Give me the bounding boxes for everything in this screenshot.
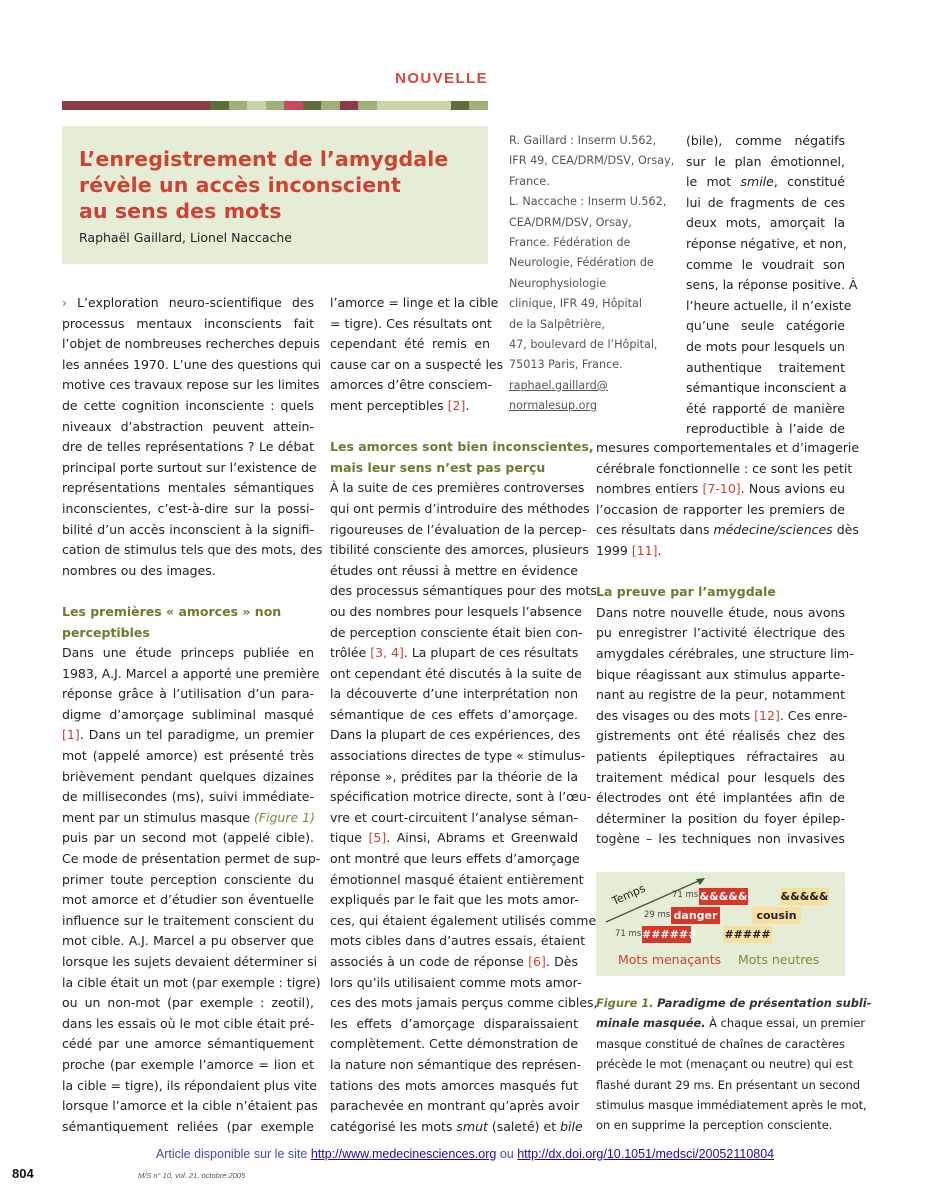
text-line: À la suite de ces premières controverses bbox=[330, 480, 585, 496]
caption-line: masque constitué de chaînes de caractères bbox=[596, 1036, 845, 1051]
backward-mask-threat: ###### bbox=[642, 928, 698, 941]
text-line: qui ont permis d’introduire des méthodes bbox=[330, 500, 590, 516]
stripe-segment bbox=[155, 101, 174, 110]
text-line: authentique traitement bbox=[686, 359, 845, 375]
stripe-segment bbox=[451, 101, 470, 110]
text-line: associés à un code de réponse [6]. Dès bbox=[330, 954, 578, 969]
text-line: la nature non sémantique des représen- bbox=[330, 1056, 582, 1072]
stripe-segment bbox=[414, 101, 433, 110]
text-line: gistrements ont été réalisés chez des bbox=[596, 728, 845, 744]
text-line: ont montré que leurs effets d’amorçage bbox=[330, 851, 580, 867]
article-authors: Raphaël Gaillard, Lionel Naccache bbox=[79, 230, 292, 245]
affiliation-line: CEA/DRM/DSV, Orsay, bbox=[509, 215, 632, 229]
stripe-segment bbox=[81, 101, 100, 110]
text-line: primer toute perception consciente du bbox=[62, 871, 314, 887]
neutral-words-label: Mots neutres bbox=[738, 952, 820, 967]
caption-line: on en supprime la perception consciente. bbox=[596, 1118, 833, 1133]
text-line: Ce mode de présentation permet de sup- bbox=[62, 851, 321, 867]
reference-link[interactable]: [3, 4] bbox=[370, 645, 404, 661]
caption-line: Figure 1. Paradigme de présentation subli- bbox=[596, 996, 872, 1010]
title-line: L’enregistrement de l’amygdale bbox=[79, 147, 449, 171]
text-line: motive ces travaux repose sur les limites bbox=[62, 377, 320, 393]
text-line: la cible était un mot (par exemple : tigre) bbox=[62, 974, 321, 990]
text-line: influence sur le traitement conscient du bbox=[62, 912, 314, 928]
text-line: l’objet de nombreuses recherches depuis bbox=[62, 336, 320, 352]
stripe-segment bbox=[118, 101, 137, 110]
text-line: lorsque l’amorce et la cible n’étaient pas bbox=[62, 1098, 318, 1114]
text-line: ment par un stimulus masque (Figure 1) bbox=[62, 809, 315, 825]
article-title bbox=[79, 146, 479, 224]
text-line: pu enregistrer l’activité électrique des bbox=[596, 625, 845, 641]
text-line: bilité d’un accès inconscient à la signifi- bbox=[62, 521, 314, 537]
text-line: de mots pour lesquels un bbox=[686, 338, 845, 354]
stripe-segment bbox=[303, 101, 322, 110]
text-line: digme d’amorçage subliminal masqué bbox=[62, 706, 314, 722]
affiliation-line: Neurophysiologie bbox=[509, 276, 607, 290]
text-line: mot amorce et d’étudier son éventuelle bbox=[62, 892, 314, 908]
stripe-segment bbox=[377, 101, 396, 110]
text-line: dans les essais où le mot cible était pré- bbox=[62, 1015, 315, 1031]
stripe-segment bbox=[358, 101, 377, 110]
text-line: vre et court-circuitent l’analyse séman- bbox=[330, 809, 578, 825]
text-line: rigoureuses de l’évaluation de la percep- bbox=[330, 521, 587, 537]
text-line: études ont réussi à mettre en évidence bbox=[330, 562, 578, 578]
title-box bbox=[62, 126, 488, 264]
text-line: qu’une seule catégorie bbox=[686, 318, 845, 334]
text-line: nombres ou des images. bbox=[62, 562, 216, 578]
text-line: déterminer la position du foyer épilep- bbox=[596, 810, 845, 826]
stripe-segment bbox=[284, 101, 303, 110]
text-line: été rapporté de manière bbox=[686, 400, 845, 416]
text-line: mesures comportementales et d’imagerie bbox=[596, 440, 860, 455]
doi-link[interactable]: http://dx.doi.org/10.1051/medsci/20052110804 bbox=[517, 1147, 775, 1161]
text-line: associations directes de type « stimulus- bbox=[330, 748, 586, 764]
reference-link[interactable]: [6] bbox=[528, 954, 546, 969]
text-line: nombres entiers [7-10]. Nous avions eu bbox=[596, 481, 845, 497]
affiliation-line: clinique, IFR 49, Hôpital bbox=[509, 297, 642, 311]
text-line: (bile), comme négatifs bbox=[686, 133, 845, 148]
text-line: traitement médical pour lesquels des bbox=[596, 769, 845, 785]
duration-label: 71 ms bbox=[615, 929, 642, 939]
text-line: catégorisé les mots smut (saleté) et bile bbox=[330, 1118, 583, 1134]
text-line: principal porte surtout sur l’existence de bbox=[62, 459, 317, 475]
column-1 bbox=[62, 293, 323, 1137]
affiliation-line: IFR 49, CEA/DRM/DSV, Orsay, bbox=[509, 154, 675, 168]
text-line: cédé par une amorce sémantiquement bbox=[62, 1036, 314, 1052]
reference-link[interactable]: [5] bbox=[368, 830, 387, 846]
text-line: ment perceptibles [2]. bbox=[330, 397, 470, 413]
text-line: lors qu’ils utilisaient comme mots amor- bbox=[330, 974, 582, 990]
caption-line: flashé durant 29 ms. En présentant un second bbox=[596, 1077, 861, 1092]
text-line: = tigre). Ces résultats ont bbox=[330, 315, 492, 331]
text-line: cause car on a suspecté les bbox=[330, 356, 504, 372]
text-line: togène – les techniques non invasives bbox=[596, 831, 845, 847]
text-line: 1983, A.J. Marcel a apporté une première bbox=[62, 665, 320, 681]
page-number: 804 bbox=[12, 1166, 34, 1181]
stripe-segment bbox=[192, 101, 211, 110]
text-line: brièvement pendant quelques dizaines bbox=[62, 768, 314, 784]
text-line: patients épileptiques réfractaires au bbox=[596, 748, 845, 764]
column-3 bbox=[596, 438, 860, 850]
text-line: nant au registre de la peur, notamment bbox=[596, 687, 845, 703]
stripe-segment bbox=[340, 101, 359, 110]
figure-1 bbox=[596, 872, 845, 976]
text-line: ces des mots jamais perçus comme cibles, bbox=[330, 995, 598, 1011]
text-line: cependant été remis en bbox=[330, 336, 490, 352]
stripe-segment bbox=[321, 101, 340, 110]
text-line: réponse négative, et non, bbox=[686, 235, 847, 251]
stripe-segment bbox=[469, 101, 488, 110]
section-heading: Les amorces sont bien inconscientes, bbox=[330, 439, 594, 455]
text-line: la cible = tigre), ils répondaient plus vite bbox=[62, 1077, 317, 1093]
author-email-link[interactable]: raphael.gaillard@ bbox=[509, 378, 608, 392]
text-line: proche (par exemple l’amorce = lion et bbox=[62, 1056, 314, 1072]
text-line: lui de fragments de ces bbox=[686, 194, 845, 210]
text-line: ou un non-mot (par exemple : zeotil), bbox=[62, 995, 314, 1011]
title-line: révèle un accès inconscient bbox=[79, 173, 401, 197]
text-line: tibilité consciente des amorces, plusieurs bbox=[330, 542, 589, 558]
reference-link[interactable]: [1] bbox=[62, 727, 80, 743]
text-line: complètement. Cette démonstration de bbox=[330, 1036, 579, 1052]
text-line: le mot smile, constitué bbox=[686, 174, 845, 190]
text-line: ces résultats dans médecine/sciences dès bbox=[596, 522, 859, 538]
text-line: ont cependant été discutés à la suite de bbox=[330, 665, 582, 681]
text-line: dre de telles représentations ? Le débat bbox=[62, 439, 314, 455]
text-line: tique [5]. Ainsi, Abrams et Greenwald bbox=[330, 830, 578, 846]
text-line: les années 1970. L’une des questions qui bbox=[62, 356, 322, 372]
text-line: spécification motrice directe, sont à l’œu- bbox=[330, 789, 592, 805]
text-line: mot (appelé amorce) est présenté très bbox=[62, 748, 314, 764]
text-line: sur le plan émotionnel, bbox=[686, 153, 845, 169]
text-line: cation de stimulus tels que des mots, des bbox=[62, 542, 323, 558]
section-heading: La preuve par l’amygdale bbox=[596, 584, 776, 600]
affiliation-line: R. Gaillard : Inserm U.562, bbox=[509, 134, 657, 147]
stripe-segment bbox=[266, 101, 285, 110]
text-line: inconscientes, c’est-à-dire sur la possi- bbox=[62, 500, 314, 516]
stripe-segment bbox=[99, 101, 118, 110]
text-line: les effets d’amorçage disparaissaient bbox=[330, 1015, 578, 1031]
availability-note: Article disponible sur le site http://www.medecinesciences.org ou http://dx.doi.org/10.1051/medsci/20052110804 bbox=[155, 1147, 775, 1161]
section-label: NOUVELLE bbox=[395, 70, 488, 87]
text-line: expliqués par le fait que les mots amor- bbox=[330, 892, 579, 908]
text-line: [1]. Dans un tel paradigme, un premier bbox=[62, 727, 314, 743]
text-line: Dans la plupart de ces expériences, des bbox=[330, 727, 581, 743]
caption-line: minale masquée. À chaque essai, un premier bbox=[596, 1016, 866, 1031]
affiliation-line: France. Fédération de bbox=[509, 235, 631, 249]
text-line: trôlée [3, 4]. La plupart de ces résultats bbox=[330, 645, 579, 661]
affiliation-line: de la Salpêtrière, bbox=[509, 317, 605, 331]
title-line: au sens des mots bbox=[79, 199, 282, 223]
text-line: parachevée en montrant qu’après avoir bbox=[330, 1098, 580, 1114]
text-line: sémantiquement reliées (par exemple bbox=[62, 1118, 314, 1134]
text-line: Dans une étude princeps publiée en bbox=[62, 645, 314, 661]
text-line: sens, la réponse positive. À bbox=[686, 277, 858, 293]
text-line: représentations mentales sémantiques bbox=[62, 480, 314, 496]
text-line: ces, qui étaient également utilisés comme bbox=[330, 912, 597, 928]
text-line: 1999 [11]. bbox=[596, 542, 662, 558]
text-line: comme le voudrait son bbox=[686, 256, 845, 272]
stripe-segment bbox=[395, 101, 414, 110]
text-line: électrodes ont été implantées afin de bbox=[596, 790, 845, 806]
text-line: réponse », prédites par la théorie de la bbox=[330, 768, 578, 784]
reference-link[interactable]: [7-10] bbox=[702, 481, 741, 497]
affiliation-line: 75013 Paris, France. bbox=[509, 358, 623, 372]
section-heading: perceptibles bbox=[62, 624, 150, 640]
text-line: processus mentaux inconscients fait bbox=[62, 315, 314, 331]
text-line: de cette cognition inconsciente : quels bbox=[62, 397, 314, 413]
figure-caption bbox=[596, 993, 872, 1136]
reference-link[interactable]: [2] bbox=[447, 397, 466, 413]
text-line: puis par un second mot (appelé cible). bbox=[62, 830, 314, 846]
journal-reference: M/S n° 10, vol. 21, octobre 2005 bbox=[138, 1171, 246, 1180]
bullet-icon: › bbox=[62, 295, 67, 310]
text-line: amorces d’être consciem- bbox=[330, 377, 493, 393]
text-line: reproductible à l’aide de bbox=[686, 421, 845, 437]
text-line: lorsque les sujets devaient déterminer si bbox=[62, 954, 318, 969]
text-line: deux mots, amorçait la bbox=[686, 215, 845, 231]
text-line: des processus sémantiques pour des mots bbox=[330, 583, 597, 599]
text-line: amygdales cérébrales, une structure lim- bbox=[596, 645, 854, 661]
affiliation-line: France. bbox=[509, 174, 550, 188]
backward-mask-neutral: ##### bbox=[724, 928, 771, 941]
text-line: niveaux d’abstraction peuvent attein- bbox=[62, 418, 314, 434]
text-line: émotionnel masqué étaient entièrement bbox=[330, 871, 584, 887]
text-line: bique réagissant aux stimulus apparte- bbox=[596, 666, 845, 682]
text-line: › L’exploration neuro-scientifique des bbox=[62, 295, 314, 310]
reference-link[interactable]: [11] bbox=[631, 542, 658, 558]
text-line: sémantique de ces effets d’amorçage. bbox=[330, 706, 578, 722]
affiliation-line: L. Naccache : Inserm U.562, bbox=[509, 195, 667, 209]
text-line: des visages ou des mots [12]. Ces enre- bbox=[596, 707, 848, 723]
text-line: l’occasion de rapporter les premiers de bbox=[596, 501, 845, 517]
reference-link[interactable]: [12] bbox=[754, 707, 780, 723]
stripe-segment bbox=[247, 101, 266, 110]
affiliation-line: Neurologie, Fédération de bbox=[509, 256, 654, 270]
text-line: de perception consciente était bien con- bbox=[330, 624, 583, 640]
author-email-link[interactable]: normalesup.org bbox=[509, 399, 598, 413]
text-line: mot cible. A.J. Marcel a pu observer que bbox=[62, 933, 314, 949]
stripe-segment bbox=[136, 101, 155, 110]
column-3-top bbox=[686, 131, 858, 440]
text-line: l’amorce = linge et la cible bbox=[330, 295, 499, 310]
forward-mask-neutral: &&&&& bbox=[780, 890, 829, 903]
section-heading: Les premières « amorces » non bbox=[62, 603, 282, 619]
stripe-segment bbox=[229, 101, 248, 110]
figure-reference-link[interactable]: (Figure 1) bbox=[253, 809, 315, 825]
duration-label: 29 ms bbox=[644, 910, 671, 920]
threat-words-label: Mots menaçants bbox=[618, 952, 722, 967]
forward-mask-threat: &&&&& bbox=[699, 890, 748, 903]
text-line: sémantique inconscient a bbox=[686, 380, 847, 396]
text-line: l’heure actuelle, il n’existe bbox=[686, 297, 852, 313]
website-link[interactable]: http://www.medecinesciences.org bbox=[310, 1147, 497, 1161]
text-line: tations des mots amorces masqués fut bbox=[330, 1077, 578, 1093]
stripe-segment bbox=[173, 101, 192, 110]
stripe-segment bbox=[210, 101, 229, 110]
text-line: ou des nombres pour lesquels l’absence bbox=[330, 603, 582, 619]
duration-label: 71 ms bbox=[672, 890, 699, 900]
caption-line: précède le mot (menaçant ou neutre) qui est bbox=[596, 1057, 853, 1072]
section-heading: mais leur sens n’est pas perçu bbox=[330, 459, 546, 475]
text-line: cérébrale fonctionnelle : ce sont les petit bbox=[596, 460, 853, 476]
text-line: Dans notre nouvelle étude, nous avons bbox=[596, 604, 845, 620]
text-line: réponse grâce à l’utilisation d’un para- bbox=[62, 686, 314, 702]
text-line: de millisecondes (ms), suivi immédiate- bbox=[62, 789, 314, 805]
stripe-segment bbox=[62, 101, 81, 110]
text-line: mots cibles dans d’autres essais, étaient bbox=[330, 933, 586, 949]
time-axis-label: Temps bbox=[610, 881, 648, 908]
affiliation-line: 47, boulevard de l’Hôpital, bbox=[509, 337, 658, 351]
stripe-segment bbox=[432, 101, 451, 110]
threat-word: danger bbox=[671, 907, 720, 924]
neutral-word: cousin bbox=[752, 907, 801, 924]
color-stripe bbox=[62, 101, 488, 110]
caption-line: stimulus masque immédiatement après le mot, bbox=[596, 1097, 867, 1112]
text-line: la découverte d’une interprétation non bbox=[330, 686, 578, 702]
